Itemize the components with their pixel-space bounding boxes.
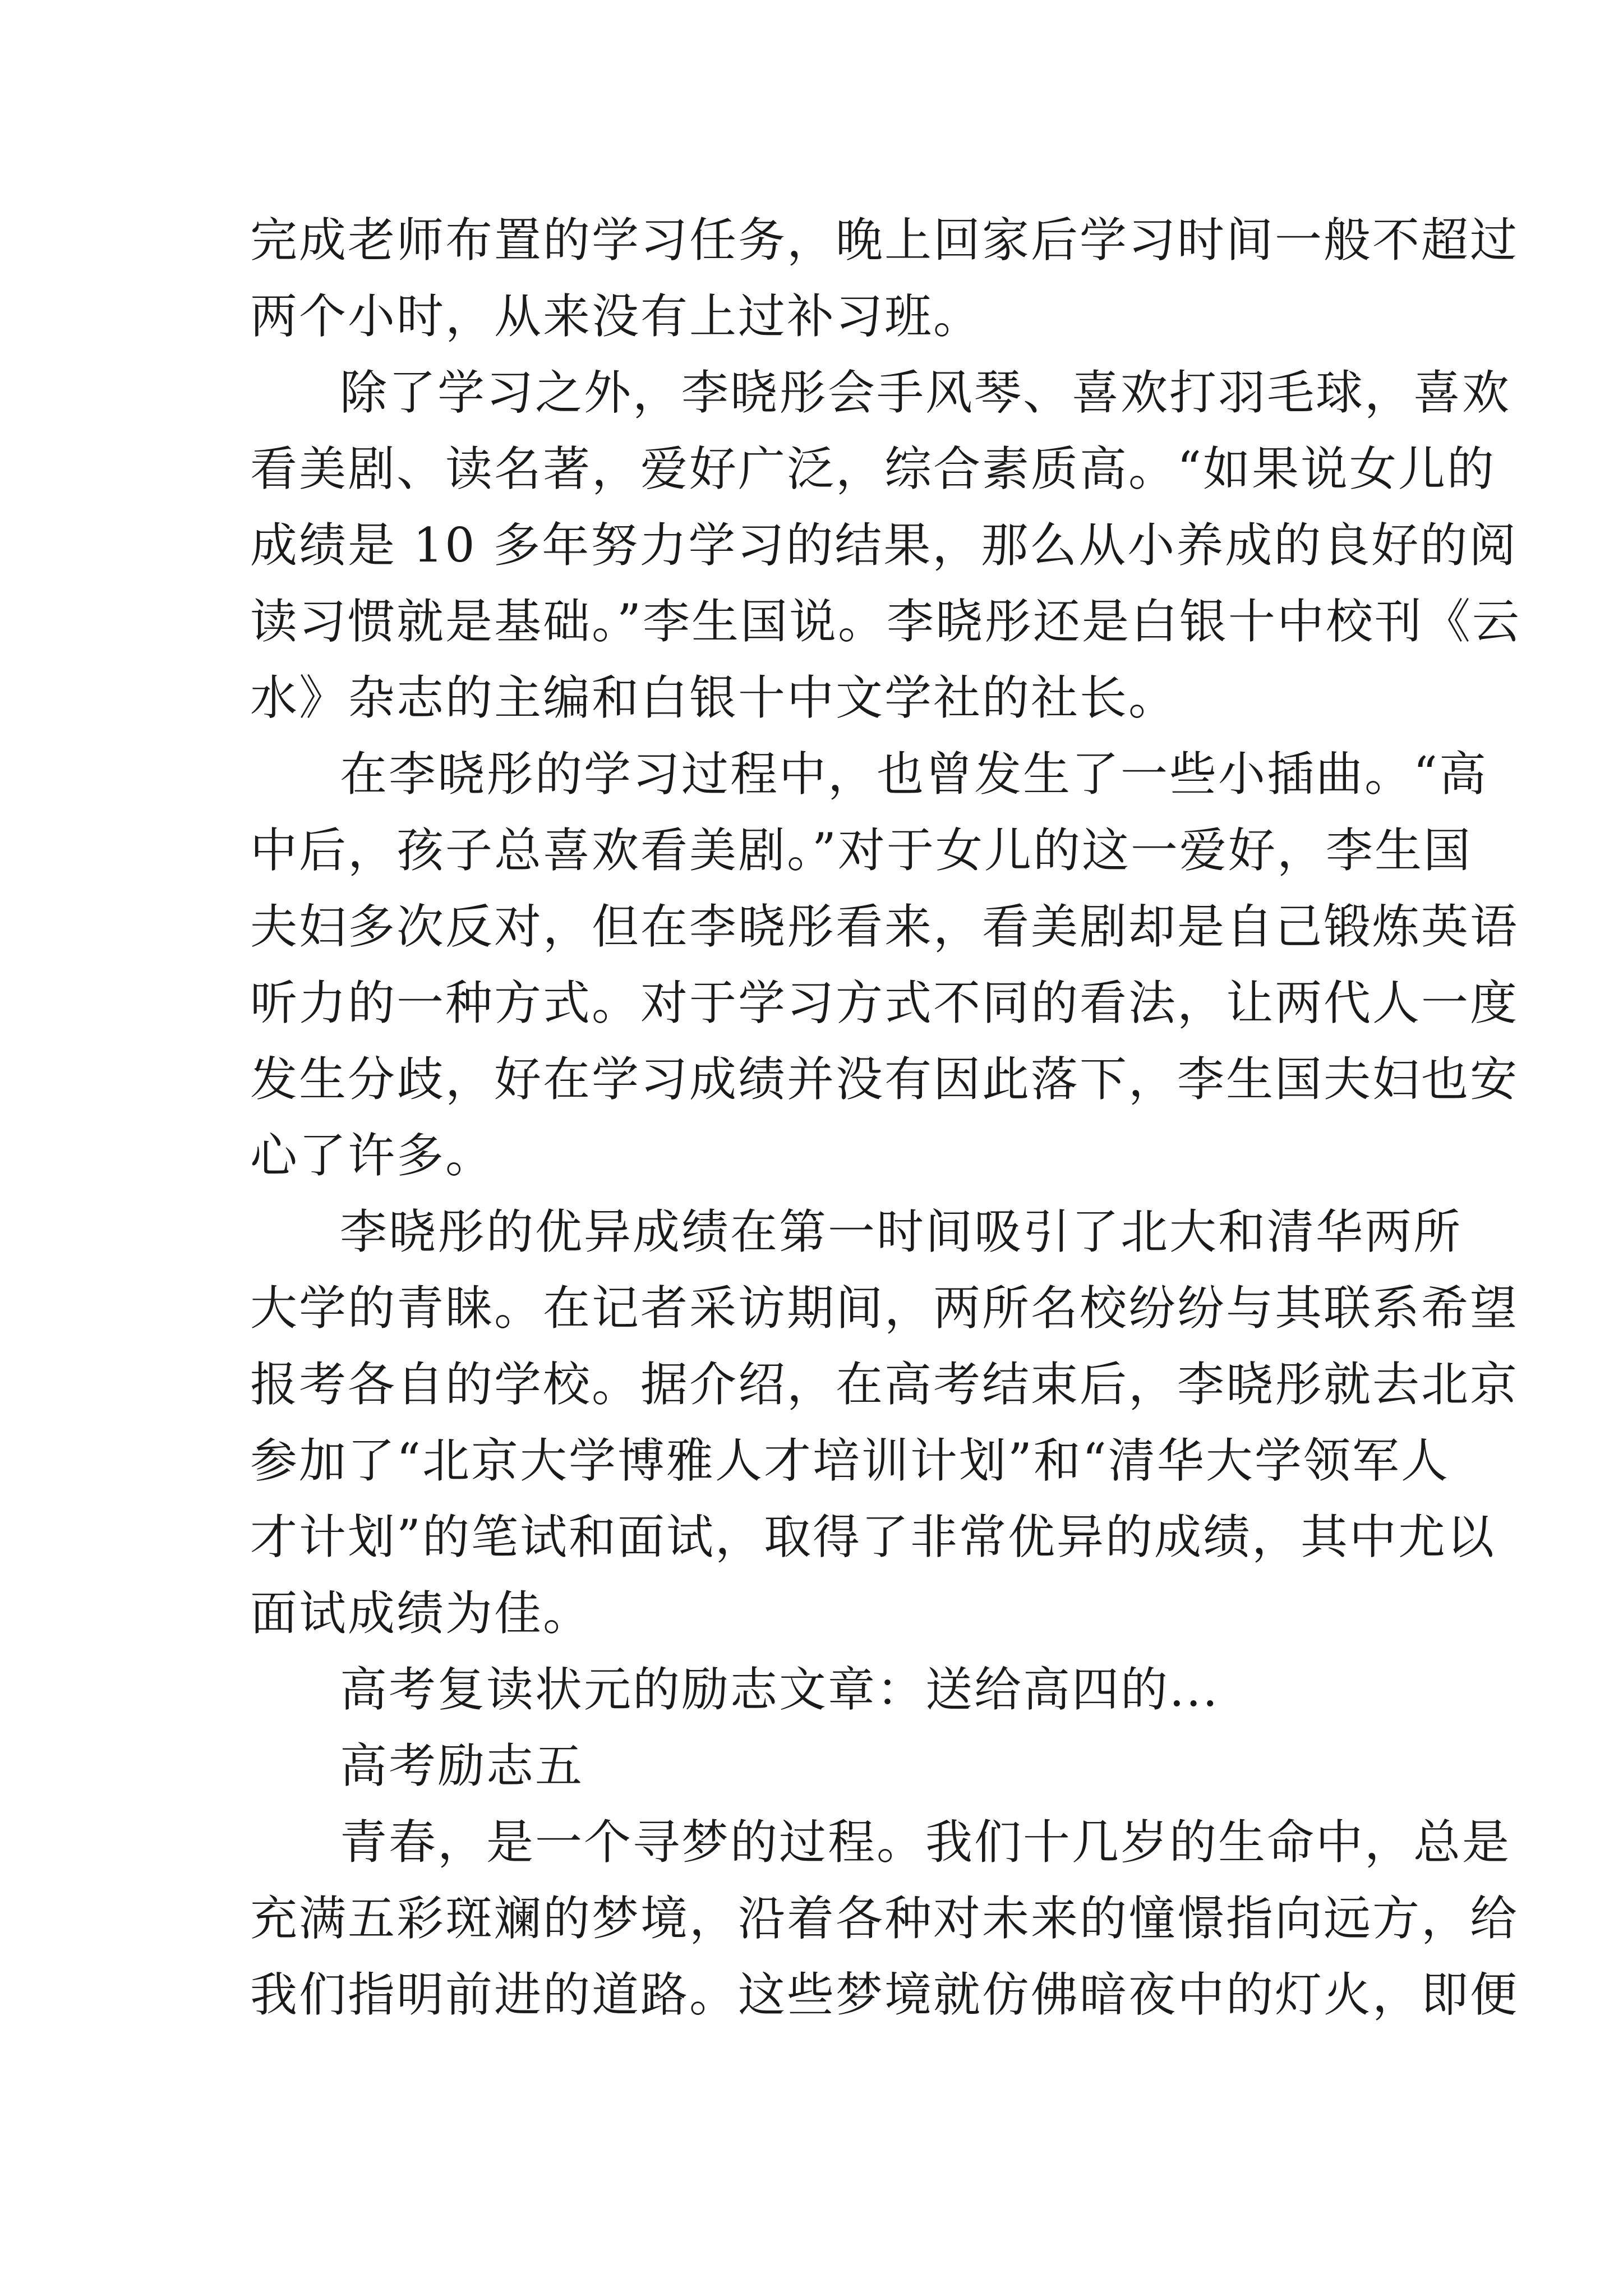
text-line: 水》杂志的主编和白银十中文学社的社长。 xyxy=(250,670,1178,725)
text-line: 参加了“北京大学博雅人才培训计划”和“清华大学领军人 xyxy=(250,1433,1450,1488)
section-heading: 高考励志五 xyxy=(340,1738,584,1793)
text-line: 中后，孩子总喜欢看美剧。”对于女儿的这一爱好，李生国 xyxy=(250,823,1472,878)
text-line: 李晓彤的优异成绩在第一时间吸引了北大和清华两所 xyxy=(340,1204,1463,1259)
text-line: 高考复读状元的励志文章：送给高四的... xyxy=(340,1662,1220,1717)
text-line: 充满五彩斑斓的梦境，沿着各种对未来的憧憬指向远方，给 xyxy=(250,1891,1519,1946)
text-line: 发生分歧，好在学习成绩并没有因此落下，李生国夫妇也安 xyxy=(250,1052,1519,1107)
text-line: 报考各自的学校。据介绍，在高考结束后，李晓彤就去北京 xyxy=(250,1357,1519,1412)
text-line: 除了学习之外，李晓彤会手风琴、喜欢打羽毛球，喜欢 xyxy=(340,365,1511,420)
text-line: 心了许多。 xyxy=(250,1128,495,1183)
text-line: 夫妇多次反对，但在李晓彤看来，看美剧却是自己锻炼英语 xyxy=(250,899,1519,954)
text-line: 完成老师布置的学习任务，晚上回家后学习时间一般不超过 xyxy=(250,213,1519,268)
text-line: 我们指明前进的道路。这些梦境就仿佛暗夜中的灯火，即便 xyxy=(250,1967,1519,2022)
text-line: 大学的青睐。在记者采访期间，两所名校纷纷与其联系希望 xyxy=(250,1281,1519,1336)
text-line: 两个小时，从来没有上过补习班。 xyxy=(250,289,983,344)
text-line: 看美剧、读名著，爱好广泛，综合素质高。“如果说女儿的 xyxy=(250,441,1496,496)
text-line: 青春，是一个寻梦的过程。我们十几岁的生命中，总是 xyxy=(340,1815,1511,1870)
text-line: 读习惯就是基础。”李生国说。李晓彤还是白银十中校刊《云 xyxy=(250,594,1521,649)
text-line: 面试成绩为佳。 xyxy=(250,1586,592,1641)
text-line: 成绩是 10 多年努力学习的结果，那么从小养成的良好的阅 xyxy=(250,518,1518,573)
text-line: 听力的一种方式。对于学习方式不同的看法，让两代人一度 xyxy=(250,976,1519,1030)
text-line: 才计划”的笔试和面试，取得了非常优异的成绩，其中尤以 xyxy=(250,1510,1496,1565)
text-line: 在李晓彤的学习过程中，也曾发生了一些小插曲。“高 xyxy=(340,747,1488,802)
body-text xyxy=(250,202,1521,2033)
